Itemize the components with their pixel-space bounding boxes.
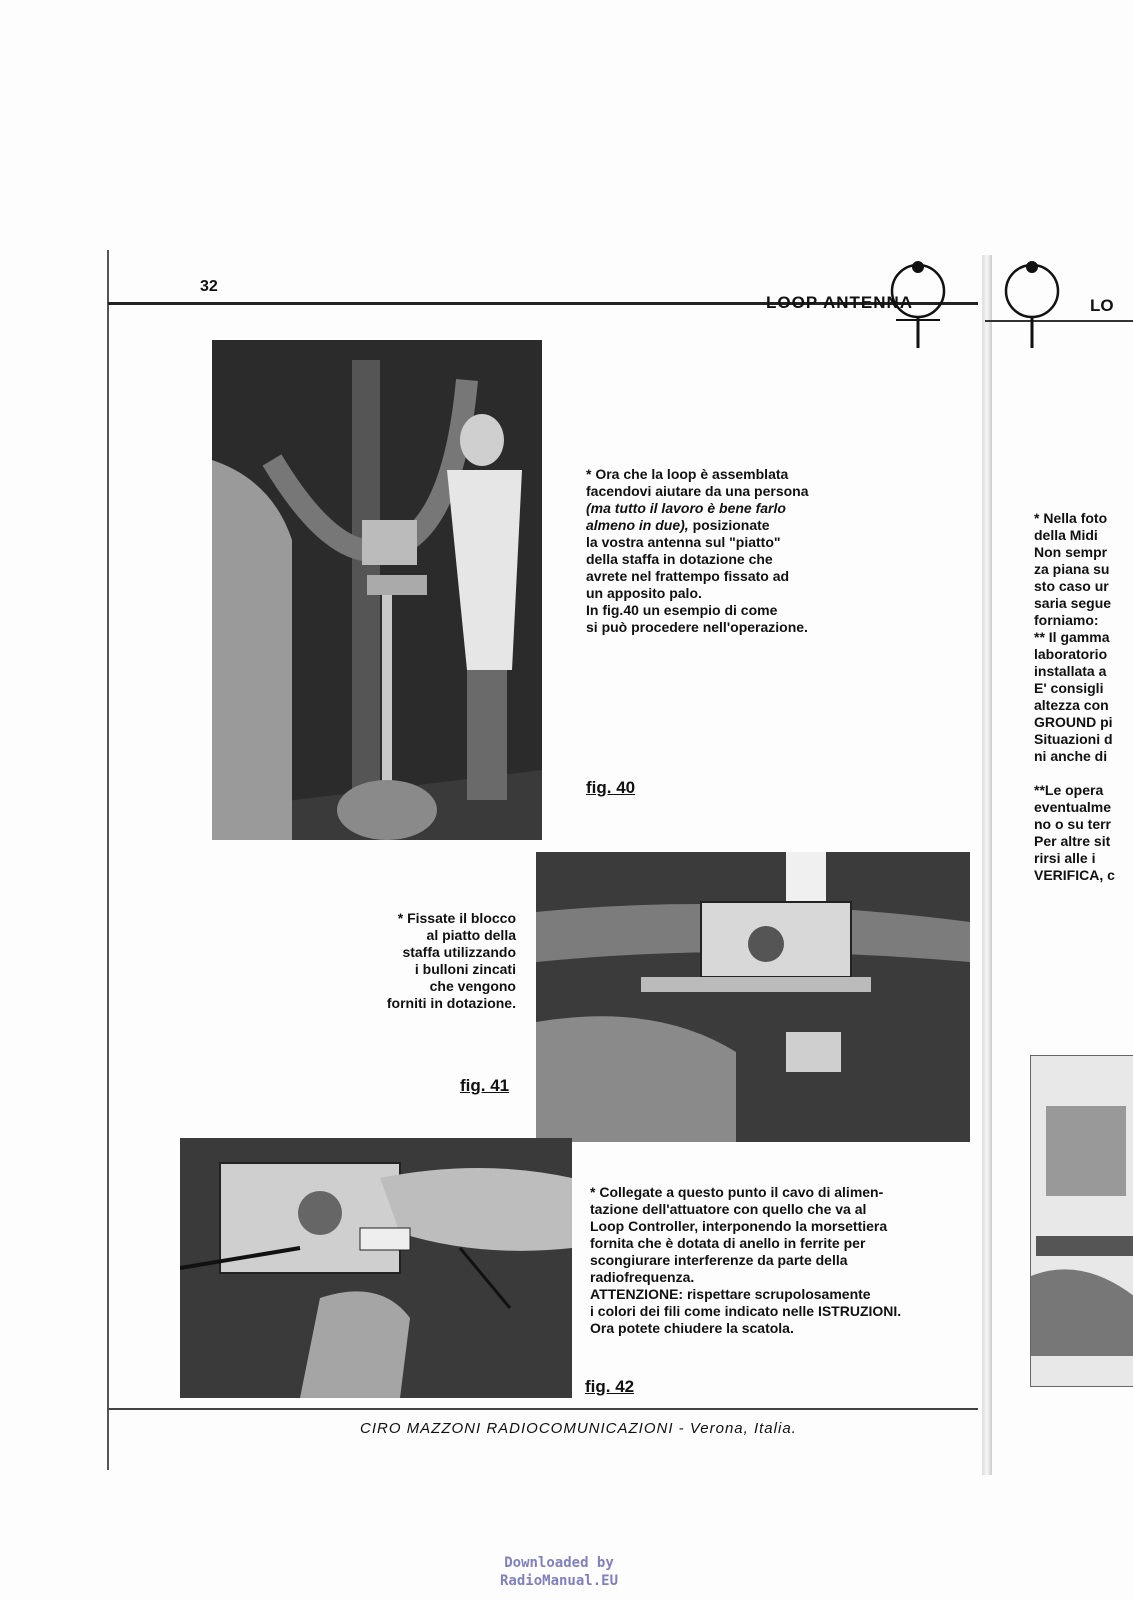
fig-40-label: fig. 40 (586, 778, 636, 797)
caption-line: che vengono (429, 978, 516, 994)
caption-line: i colori dei fili come indicato nelle ISTRUZIONI. (590, 1303, 902, 1319)
next-page-line: installata a (1034, 663, 1107, 679)
caption-line: ATTENZIONE: rispettare scrupolosamente (590, 1286, 871, 1302)
next-page-line: altezza con (1034, 697, 1109, 713)
next-page-line: forniamo: (1034, 612, 1099, 628)
caption-line: Loop Controller, interponendo la morsettiera (590, 1218, 888, 1234)
caption-line: della staffa in dotazione che (586, 551, 773, 567)
footer-rule (108, 1408, 978, 1410)
caption-line: fornita che è dotata di anello in ferrite per (590, 1235, 866, 1251)
caption-line: scongiurare interferenze da parte della (590, 1252, 848, 1268)
next-page-line: Situazioni d (1034, 731, 1113, 747)
caption-line: si può procedere nell'operazione. (586, 619, 808, 635)
caption-line: un apposito palo. (586, 585, 702, 601)
caption-line: la vostra antenna sul "piatto" (586, 534, 781, 550)
next-page-line: **Le opera (1034, 782, 1104, 798)
fig-41-photo (536, 852, 970, 1142)
next-page-line: laboratorio (1034, 646, 1108, 662)
caption-line: * Collegate a questo punto il cavo di alimen- (590, 1184, 884, 1200)
download-watermark (500, 1554, 618, 1590)
next-page-line: della Midi (1034, 527, 1098, 543)
header-title-next-page: LO (1090, 296, 1114, 315)
loop-antenna-logo-icon (886, 258, 956, 348)
header-title: LOOP ANTENNA (766, 293, 914, 312)
fig-40-photo (212, 340, 542, 840)
paragraph-gap (1034, 765, 1133, 782)
next-page-line: ni anche di (1034, 748, 1108, 764)
next-page-line: sto caso ur (1034, 578, 1109, 594)
next-page-line: rirsi alle i (1034, 850, 1096, 866)
page-left-rule (107, 250, 109, 1470)
fig-42-photo (180, 1138, 572, 1398)
fig-42-label: fig. 42 (585, 1377, 635, 1396)
caption-line: facendovi aiutare da una persona (586, 483, 809, 499)
caption-line: radiofrequenza. (590, 1269, 695, 1285)
watermark-line-1: Downloaded by (504, 1555, 614, 1571)
caption-line: avrete nel frattempo fissato ad (586, 568, 790, 584)
caption-line: * Fissate il blocco (397, 910, 516, 926)
fig-41-label: fig. 41 (460, 1076, 510, 1095)
caption-line: Ora potete chiudere la scatola. (590, 1320, 794, 1336)
fig-42-caption (590, 1184, 930, 1337)
next-page-text-column (1034, 510, 1133, 884)
caption-italic-part: almeno in due), (586, 517, 689, 533)
loop-antenna-logo-next-icon (1000, 258, 1070, 348)
next-page-line: E' consigli (1034, 680, 1104, 696)
next-page-line: * Nella foto (1034, 510, 1108, 526)
caption-line: forniti in dotazione. (386, 995, 516, 1011)
next-page-line: Per altre sit (1034, 833, 1111, 849)
next-page-line: eventualme (1034, 799, 1112, 815)
caption-line: In fig.40 un esempio di come (586, 602, 778, 618)
caption-line: (ma tutto il lavoro è bene farlo (586, 500, 786, 516)
next-page-line: saria segue (1034, 595, 1112, 611)
caption-normal-part: posizionate (688, 517, 770, 533)
next-page-photo (1030, 1055, 1133, 1387)
fig-41-caption (330, 910, 516, 1012)
next-page-line: ** Il gamma (1034, 629, 1110, 645)
book-spine (982, 255, 992, 1475)
page-number: 32 (200, 278, 218, 295)
next-page-line: Non sempr (1034, 544, 1108, 560)
fig-40-caption (586, 466, 866, 636)
next-page-line: no o su terr (1034, 816, 1112, 832)
caption-line: i bulloni zincati (414, 961, 516, 977)
caption-line: al piatto della (426, 927, 516, 943)
caption-line: tazione dell'attuatore con quello che va al (590, 1201, 867, 1217)
caption-line: staffa utilizzando (402, 944, 516, 960)
page-footer: CIRO MAZZONI RADIOCOMUNICAZIONI - Verona, Italia. (360, 1420, 797, 1437)
caption-line (586, 517, 866, 534)
next-page-line: VERIFICA, c (1034, 867, 1115, 883)
next-page-line: za piana su (1034, 561, 1110, 577)
watermark-line-2: RadioManual.EU (500, 1573, 619, 1589)
caption-line: * Ora che la loop è assemblata (586, 466, 789, 482)
next-page-line: GROUND pi (1034, 714, 1113, 730)
